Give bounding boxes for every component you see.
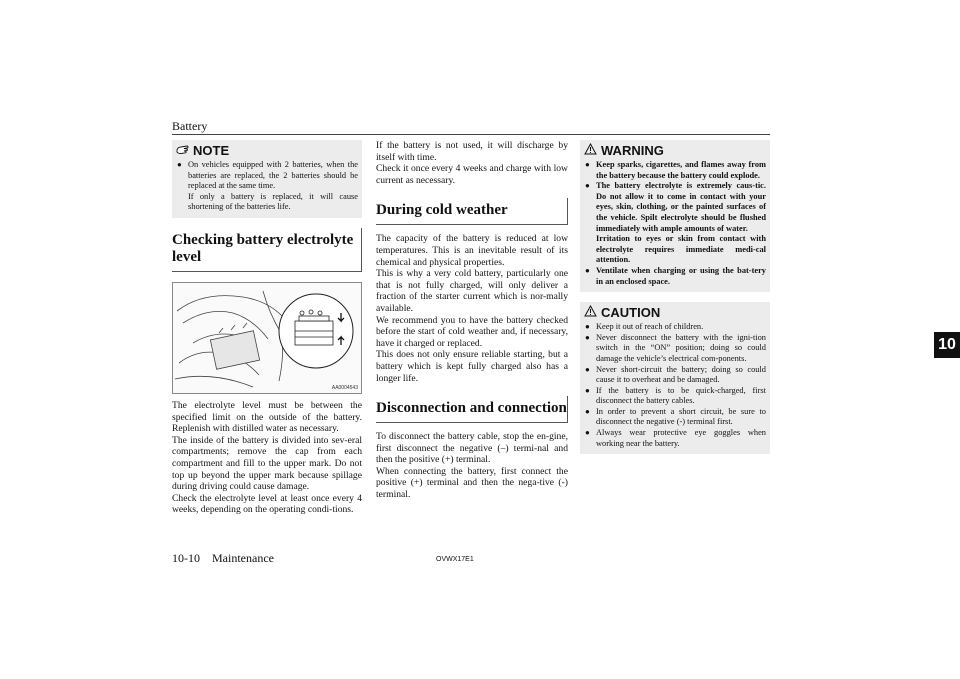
note-item: ● On vehicles equipped with 2 batteries, when the batteries are replaced, the 2 batteries should be replaced at the same time. If only a battery is replaced, it will cause shortening of the batteries life. [177, 160, 358, 212]
header-rule [172, 134, 770, 135]
caution-header [584, 305, 766, 320]
section-heading-disconnection: Disconnection and connection [376, 396, 568, 423]
warning-box [580, 140, 770, 292]
caution-box [580, 302, 770, 454]
paragraph: To disconnect the battery cable, stop the en-gine, first disconnect the negative (–) termi-nal and then the positive (+) terminal. [376, 431, 568, 466]
square-bullet-icon: ● [585, 181, 590, 191]
square-bullet-icon: ● [585, 322, 590, 332]
caution-item: ● Always wear protective eye goggles when working near the battery. [585, 428, 766, 448]
square-bullet-icon: ● [585, 332, 590, 342]
caution-item: ● Keep it out of reach of children. [585, 322, 704, 332]
page-number: 10-10 [172, 551, 200, 565]
paragraph: This does not only ensure reliable starting, but a battery which is kept fully charged also has a longer life. [376, 349, 568, 384]
note-title: NOTE [193, 143, 230, 158]
square-bullet-icon: ● [585, 364, 590, 374]
warning-item: ● Keep sparks, cigarettes, and flames away from the battery because the battery could explode. [585, 160, 766, 180]
chapter-tab: 10 [934, 332, 960, 358]
paragraph: If the battery is not used, it will discharge by itself with time. [376, 140, 568, 163]
running-head: Battery [172, 119, 208, 133]
footer-page [172, 551, 274, 566]
caution-item: ● If the battery is to be quick-charged, first disconnect the battery cables. [585, 385, 766, 406]
square-bullet-icon: ● [585, 385, 590, 395]
warning-header [584, 143, 766, 158]
paragraph: This is why a very cold battery, particularly one that is not fully charged, will only deliver a fraction of the starter current which is nor-mally available. [376, 268, 568, 314]
column-3 [580, 140, 770, 454]
battery-illustration [172, 282, 362, 394]
warning-title: WARNING [601, 143, 664, 158]
section-heading-electrolyte: Checking battery electrolyte level [172, 228, 362, 272]
caution-triangle-icon [584, 305, 597, 320]
note-box [172, 140, 362, 218]
column-1 [172, 140, 362, 516]
caution-item: ● Never disconnect the battery with the igni-tion switch in the “ON” position; doing so could damage the vehicle’s electrical com-ponents. [585, 332, 766, 363]
paragraph: The capacity of the battery is reduced at low temperatures. This is an inevitable result of its chemical and physical properties. [376, 233, 568, 268]
square-bullet-icon: ● [177, 160, 182, 169]
column-2 [376, 140, 568, 501]
paragraph: Check it once every 4 weeks and charge with low current as necessary. [376, 163, 568, 186]
note-header [176, 143, 358, 158]
square-bullet-icon: ● [585, 406, 590, 416]
section-heading-cold-weather: During cold weather [376, 198, 568, 225]
warning-item: ● Ventilate when charging or using the bat-tery in an enclosed space. [585, 265, 766, 286]
section-name: Maintenance [212, 551, 274, 565]
paragraph: We recommend you to have the battery checked before the start of cold weather and, if necessary, have it charged or replaced. [376, 314, 568, 349]
note-hand-icon [176, 143, 189, 158]
paragraph: The inside of the battery is divided into sev-eral compartments; remove the cap from each compartment and fill to the upper mark. Do not top up beyond the upper mark because spillage during driving could cause damage. [172, 434, 362, 493]
square-bullet-icon: ● [585, 428, 590, 438]
caution-title: CAUTION [601, 305, 661, 321]
paragraph: Check the electrolyte level at least once every 4 weeks, depending on the operating condi-tions. [172, 492, 362, 516]
caution-item: ● Never short-circuit the battery; doing so could cause it to overheat and be damaged. [585, 364, 766, 385]
caution-item: ● In order to prevent a short circuit, be sure to disconnect the negative (-) terminal first. [585, 406, 766, 427]
square-bullet-icon: ● [585, 265, 590, 275]
figure-id: AA0004543 [331, 384, 358, 391]
paragraph: When connecting the battery, first connect the positive (+) terminal and then the nega-tive (-) terminal. [376, 465, 568, 501]
square-bullet-icon: ● [585, 160, 590, 169]
document-code: OVWX17E1 [436, 556, 474, 563]
warning-item: ● The battery electrolyte is extremely caus-tic. Do not allow it to come in contact with your eyes, skin, clothing, or the painted surfaces of the vehicle. Spilt electrolyte should be flushed immediately with ample amounts of water. Irritation to eyes or skin from contact with electrolyte requires immediate medi-cal attention. [585, 181, 766, 265]
paragraph: The electrolyte level must be between the specified limit on the outside of the battery. Replenish with distilled water as necessary. [172, 399, 362, 435]
warning-triangle-icon [584, 143, 597, 158]
